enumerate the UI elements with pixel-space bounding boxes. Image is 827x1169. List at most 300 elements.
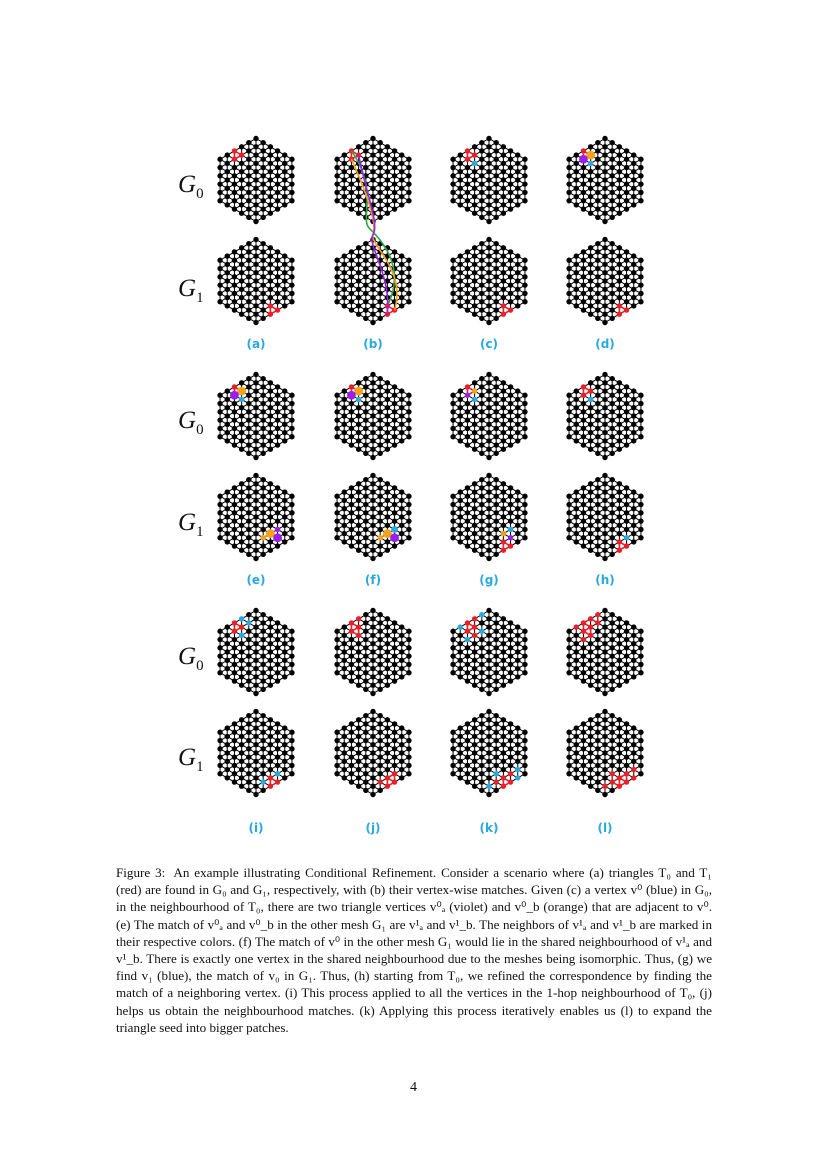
mesh-node xyxy=(289,181,294,186)
mesh-node xyxy=(253,397,258,402)
mesh-node xyxy=(232,510,237,515)
mesh-node xyxy=(581,181,586,186)
mesh-node xyxy=(268,447,273,452)
mesh-node xyxy=(289,198,294,203)
mesh-node xyxy=(232,442,237,447)
mesh-node xyxy=(588,641,593,646)
mesh-node xyxy=(392,148,397,153)
mesh-node xyxy=(246,274,251,279)
mesh-node xyxy=(399,388,404,393)
mesh-node xyxy=(624,518,629,523)
mesh-node xyxy=(377,629,382,634)
mesh-node xyxy=(609,629,614,634)
mesh-node xyxy=(349,258,354,263)
mesh-node xyxy=(486,489,491,494)
mesh-node xyxy=(458,666,463,671)
mesh-node xyxy=(581,754,586,759)
mesh-node xyxy=(588,413,593,418)
mesh-node xyxy=(406,190,411,195)
mesh-node xyxy=(624,662,629,667)
mesh-node xyxy=(631,397,636,402)
mesh-node xyxy=(349,771,354,776)
mesh-node xyxy=(501,202,506,207)
mesh-node xyxy=(472,405,477,410)
mesh-node xyxy=(377,678,382,683)
mesh-node xyxy=(486,372,491,377)
mesh-node xyxy=(349,307,354,312)
mesh-node xyxy=(275,746,280,751)
mesh-node xyxy=(458,438,463,443)
mesh-node xyxy=(609,451,614,456)
mesh-node xyxy=(638,746,643,751)
mesh-node xyxy=(479,494,484,499)
mesh-node xyxy=(370,438,375,443)
mesh-node xyxy=(588,548,593,553)
mesh-node xyxy=(225,767,230,772)
mesh-node xyxy=(515,152,520,157)
mesh-node xyxy=(282,303,287,308)
mesh-node xyxy=(363,746,368,751)
mesh-node xyxy=(581,721,586,726)
mesh-node xyxy=(246,645,251,650)
mesh-node xyxy=(617,742,622,747)
mesh-node xyxy=(458,489,463,494)
mesh-node xyxy=(370,498,375,503)
mesh-node xyxy=(638,637,643,642)
mesh-node xyxy=(595,442,600,447)
mesh-node xyxy=(465,620,470,625)
mesh-node xyxy=(268,278,273,283)
mesh-node xyxy=(486,531,491,536)
mesh-node xyxy=(508,494,513,499)
mesh-node xyxy=(282,169,287,174)
mesh-node xyxy=(268,177,273,182)
mesh-node xyxy=(486,397,491,402)
mesh-node xyxy=(588,169,593,174)
mesh-node xyxy=(631,539,636,544)
mesh-node xyxy=(282,531,287,536)
mesh-node xyxy=(465,409,470,414)
mesh-node xyxy=(638,527,643,532)
row-label-g0-2: $G_0$ xyxy=(178,407,204,438)
mesh-node xyxy=(363,510,368,515)
mesh-node xyxy=(377,173,382,178)
mesh-node xyxy=(501,380,506,385)
mesh-node xyxy=(638,173,643,178)
mesh-node xyxy=(479,771,484,776)
mesh-node xyxy=(356,649,361,654)
mesh-node xyxy=(479,417,484,422)
mesh-node xyxy=(225,397,230,402)
mesh-node xyxy=(501,742,506,747)
mesh-node xyxy=(363,206,368,211)
mesh-node xyxy=(370,775,375,780)
mesh-node xyxy=(246,670,251,675)
mesh-node xyxy=(617,295,622,300)
mesh-node xyxy=(239,767,244,772)
mesh-node xyxy=(472,287,477,292)
mesh-node xyxy=(349,527,354,532)
mesh-node xyxy=(588,759,593,764)
mesh-node xyxy=(581,165,586,170)
mesh-node xyxy=(602,514,607,519)
mesh-node xyxy=(349,678,354,683)
mesh-node xyxy=(356,767,361,772)
mesh-node xyxy=(253,717,258,722)
mesh-node xyxy=(232,721,237,726)
mesh-node xyxy=(602,237,607,242)
mesh-node xyxy=(385,616,390,621)
mesh-node xyxy=(282,413,287,418)
mesh-node xyxy=(493,713,498,718)
mesh-node xyxy=(602,262,607,267)
mesh-node xyxy=(253,683,258,688)
mesh-node xyxy=(450,282,455,287)
mesh-node xyxy=(609,198,614,203)
mesh-node xyxy=(522,494,527,499)
mesh-node xyxy=(450,198,455,203)
mesh-node xyxy=(349,299,354,304)
mesh-node xyxy=(638,393,643,398)
mesh-node xyxy=(406,401,411,406)
mesh-node xyxy=(275,629,280,634)
mesh-node xyxy=(465,645,470,650)
mesh-node xyxy=(493,687,498,692)
mesh-node xyxy=(588,278,593,283)
mesh-node xyxy=(399,194,404,199)
mesh-node xyxy=(588,767,593,772)
mesh-node xyxy=(246,266,251,271)
mesh-node xyxy=(595,401,600,406)
mesh-node xyxy=(334,401,339,406)
mesh-node xyxy=(356,278,361,283)
mesh-node xyxy=(581,620,586,625)
mesh-node xyxy=(581,535,586,540)
mesh-node xyxy=(588,784,593,789)
mesh-node xyxy=(268,624,273,629)
mesh-node xyxy=(631,388,636,393)
mesh-node xyxy=(399,734,404,739)
mesh-node xyxy=(595,730,600,735)
mesh-node xyxy=(370,430,375,435)
mesh-node xyxy=(370,473,375,478)
mesh-node xyxy=(253,489,258,494)
mesh-node xyxy=(493,190,498,195)
mesh-node xyxy=(370,380,375,385)
mesh-node xyxy=(493,552,498,557)
mesh-node xyxy=(377,543,382,548)
mesh-node xyxy=(595,543,600,548)
mesh-node xyxy=(522,738,527,743)
mesh-node xyxy=(349,206,354,211)
mesh-node xyxy=(595,629,600,634)
mesh-node xyxy=(581,678,586,683)
mesh-node xyxy=(508,206,513,211)
mesh-node xyxy=(581,502,586,507)
mesh-node xyxy=(479,266,484,271)
mesh-node xyxy=(617,422,622,427)
mesh-node xyxy=(289,763,294,768)
mesh-node xyxy=(566,670,571,675)
mesh-node xyxy=(617,481,622,486)
mesh-node xyxy=(275,409,280,414)
mesh-node xyxy=(275,258,280,263)
mesh-node xyxy=(253,674,258,679)
mesh-node xyxy=(363,788,368,793)
mesh-node xyxy=(602,734,607,739)
mesh-node xyxy=(342,750,347,755)
mesh-node xyxy=(260,148,265,153)
mesh-node xyxy=(631,767,636,772)
mesh-node xyxy=(363,620,368,625)
mesh-node xyxy=(458,202,463,207)
mesh-node xyxy=(458,405,463,410)
mesh-node xyxy=(342,506,347,511)
mesh-node xyxy=(574,303,579,308)
mesh-node xyxy=(609,215,614,220)
mesh-node xyxy=(515,674,520,679)
mesh-node xyxy=(356,683,361,688)
mesh-node xyxy=(486,775,491,780)
mesh-node xyxy=(574,430,579,435)
mesh-g0-panel-k xyxy=(450,608,527,696)
mesh-node xyxy=(638,510,643,515)
mesh-node xyxy=(289,165,294,170)
mesh-node xyxy=(595,148,600,153)
mesh-node xyxy=(595,291,600,296)
mesh-node xyxy=(522,730,527,735)
mesh-node xyxy=(377,620,382,625)
mesh-node xyxy=(602,372,607,377)
mesh-node xyxy=(275,249,280,254)
mesh-node xyxy=(493,401,498,406)
mesh-node xyxy=(595,518,600,523)
mesh-node xyxy=(349,494,354,499)
mesh-node xyxy=(588,202,593,207)
mesh-node xyxy=(465,157,470,162)
mesh-node xyxy=(289,754,294,759)
mesh-node xyxy=(566,266,571,271)
mesh-node xyxy=(522,518,527,523)
mesh-node xyxy=(334,637,339,642)
mesh-node xyxy=(399,489,404,494)
mesh-node xyxy=(617,270,622,275)
mesh-node xyxy=(260,788,265,793)
mesh-node xyxy=(486,455,491,460)
mesh-node xyxy=(595,535,600,540)
mesh-node xyxy=(501,514,506,519)
mesh-node xyxy=(225,405,230,410)
mesh-node xyxy=(260,552,265,557)
mesh-node xyxy=(458,287,463,292)
mesh-node xyxy=(602,725,607,730)
mesh-node xyxy=(334,165,339,170)
panel-label-d: (d) xyxy=(595,337,615,351)
mesh-node xyxy=(239,253,244,258)
mesh-node xyxy=(465,307,470,312)
mesh-node xyxy=(239,717,244,722)
mesh-node xyxy=(253,237,258,242)
mesh-node xyxy=(631,287,636,292)
mesh-node xyxy=(631,270,636,275)
mesh-node xyxy=(501,734,506,739)
mesh-node xyxy=(385,649,390,654)
mesh-node xyxy=(450,417,455,422)
mesh-node xyxy=(465,629,470,634)
mesh-node xyxy=(385,186,390,191)
mesh-node xyxy=(588,775,593,780)
mesh-node xyxy=(501,253,506,258)
mesh-node xyxy=(342,438,347,443)
mesh-node xyxy=(508,645,513,650)
mesh-node xyxy=(370,658,375,663)
mesh-node xyxy=(268,397,273,402)
mesh-node xyxy=(493,442,498,447)
mesh-node xyxy=(363,653,368,658)
mesh-grid xyxy=(217,136,643,797)
mesh-node xyxy=(217,417,222,422)
mesh-node xyxy=(522,157,527,162)
mesh-node xyxy=(508,678,513,683)
mesh-node xyxy=(566,535,571,540)
mesh-node xyxy=(377,662,382,667)
mesh-node xyxy=(349,629,354,634)
mesh-node xyxy=(399,295,404,300)
mesh-node xyxy=(356,531,361,536)
mesh-node xyxy=(334,629,339,634)
mesh-node xyxy=(617,674,622,679)
mesh-node xyxy=(260,258,265,263)
mesh-node xyxy=(566,198,571,203)
mesh-node xyxy=(450,670,455,675)
mesh-node xyxy=(472,447,477,452)
mesh-node xyxy=(275,165,280,170)
mesh-node xyxy=(392,653,397,658)
mesh-node xyxy=(602,481,607,486)
mesh-node xyxy=(458,169,463,174)
mesh-node xyxy=(275,206,280,211)
mesh-node xyxy=(486,380,491,385)
mesh-node xyxy=(581,401,586,406)
mesh-node xyxy=(392,645,397,650)
mesh-node xyxy=(289,738,294,743)
mesh-node xyxy=(377,746,382,751)
mesh-node xyxy=(617,388,622,393)
mesh-node xyxy=(246,612,251,617)
mesh-node xyxy=(465,485,470,490)
mesh-node xyxy=(450,494,455,499)
mesh-node xyxy=(399,539,404,544)
mesh-node xyxy=(260,670,265,675)
mesh-node xyxy=(486,683,491,688)
mesh-node xyxy=(232,198,237,203)
mesh-node xyxy=(253,177,258,182)
mesh-node xyxy=(609,401,614,406)
mesh-node xyxy=(617,531,622,536)
mesh-node xyxy=(399,641,404,646)
mesh-node xyxy=(472,641,477,646)
mesh-node xyxy=(260,181,265,186)
mesh-node xyxy=(458,539,463,544)
mesh-node xyxy=(246,393,251,398)
mesh-node xyxy=(479,713,484,718)
mesh-node xyxy=(225,674,230,679)
mesh-node xyxy=(363,299,368,304)
mesh-node xyxy=(631,413,636,418)
mesh-node xyxy=(595,451,600,456)
mesh-node xyxy=(515,388,520,393)
mesh-node xyxy=(377,434,382,439)
mesh-node xyxy=(253,792,258,797)
mesh-g0-panel-h xyxy=(566,372,643,460)
mesh-node xyxy=(239,775,244,780)
mesh-node xyxy=(450,165,455,170)
mesh-node xyxy=(392,393,397,398)
mesh-node xyxy=(225,152,230,157)
mesh-node xyxy=(609,181,614,186)
mesh-node xyxy=(501,312,506,317)
mesh-node xyxy=(406,393,411,398)
mesh-node xyxy=(631,759,636,764)
mesh-node xyxy=(508,518,513,523)
mesh-node xyxy=(501,413,506,418)
mesh-node xyxy=(624,527,629,532)
mesh-node xyxy=(486,717,491,722)
mesh-node xyxy=(638,653,643,658)
mesh-node xyxy=(349,670,354,675)
mesh-node xyxy=(486,481,491,486)
mesh-node xyxy=(595,249,600,254)
mesh-node xyxy=(356,405,361,410)
mesh-node xyxy=(239,633,244,638)
mesh-g1-panel-b xyxy=(334,237,411,325)
mesh-node xyxy=(253,725,258,730)
mesh-node xyxy=(239,742,244,747)
mesh-node xyxy=(282,161,287,166)
mesh-node xyxy=(493,637,498,642)
mesh-node xyxy=(225,388,230,393)
mesh-node xyxy=(595,527,600,532)
mesh-node xyxy=(617,169,622,174)
mesh-node xyxy=(522,662,527,667)
mesh-node xyxy=(574,658,579,663)
mesh-node xyxy=(501,624,506,629)
mesh-node xyxy=(232,190,237,195)
mesh-node xyxy=(385,548,390,553)
mesh-node xyxy=(493,434,498,439)
mesh-node xyxy=(239,430,244,435)
mesh-node xyxy=(609,173,614,178)
mesh-node xyxy=(260,249,265,254)
mesh-node xyxy=(602,767,607,772)
mesh-node xyxy=(268,430,273,435)
mesh-node xyxy=(588,380,593,385)
mesh-node xyxy=(268,506,273,511)
mesh-node xyxy=(609,376,614,381)
mesh-node xyxy=(275,721,280,726)
mesh-node xyxy=(225,506,230,511)
mesh-node xyxy=(391,526,398,533)
mesh-node xyxy=(260,291,265,296)
mesh-node xyxy=(595,307,600,312)
mesh-node xyxy=(217,291,222,296)
mesh-node xyxy=(602,430,607,435)
mesh-node xyxy=(239,447,244,452)
mesh-node xyxy=(595,494,600,499)
mesh-node xyxy=(289,282,294,287)
mesh-node xyxy=(595,662,600,667)
mesh-node xyxy=(217,190,222,195)
